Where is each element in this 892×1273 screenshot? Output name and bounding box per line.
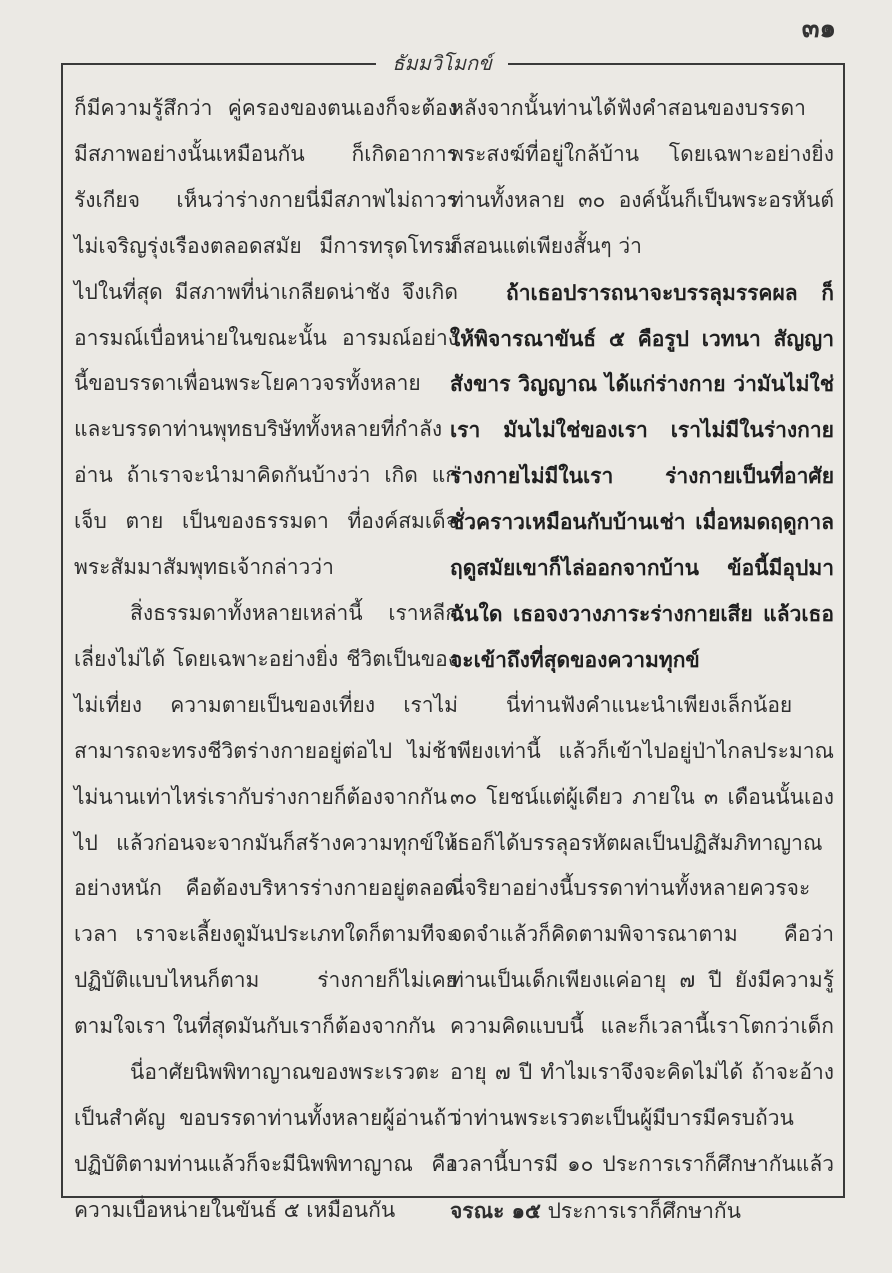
left-paragraph-1: ก็มีความรู้สึกว่า คู่ครองของตนเองก็จะต้องมีสภาพอย่างนั้นเหมือนกัน ก็เกิดอาการรังเกียจ เห็นว่าร่างกายนี่มีสภาพไม่ถาวร ไม่เจริญรุ่งเรืองตลอดสมัย มีการทรุดโทรมไปในที่สุด มีสภาพที่น่าเกลียดน่าชัง จึงเกิดอารมณ์เบื่อหน่ายในขณะนั้น อารมณ์อย่างนี้ขอบรรดาเพื่อนพระโยคาวจรทั้งหลายและบรรดาท่านพุทธบริษัททั้งหลายที่กำลังอ่าน ถ้าเราจะนำมาคิดกันบ้างว่า เกิด แก่ เจ็บ ตาย เป็นของธรรมดา ที่องค์สมเด็จพระสัมมาสัมพุทธเจ้ากล่าวว่า: [74, 96, 458, 580]
closing-emphasis: จรณะ ๑๕: [450, 1197, 541, 1223]
header-title: ธัมมวิโมกข์: [376, 48, 508, 78]
teaching-paragraph: ถ้าเธอปรารถนาจะบรรลุมรรคผล ก็ให้พิจารณาขันธ์ ๕ คือรูป เวทนา สัญญา สังขาร วิญญาณ ได้แก่ร่างกาย ว่ามันไม่ใช่เรา มันไม่ใช่ของเรา เราไม่มีในร่างกาย ร่างกายไม่มีในเรา ร่างกายเป็นที่อาศัยชั่วคราวเหมือนกับบ้านเช่า เมื่อหมดฤดูกาลฤดูสมัยเขาก็ไล่ออกจากบ้าน ข้อนี้มีอุปมาฉันใด เธอจงวางภาระร่างกายเสีย แล้วเธอจะเข้าถึงที่สุดของความทุกข์: [450, 279, 834, 672]
left-column: [74, 86, 458, 1222]
closing-text-after: ประการเราก็ศึกษากัน: [547, 1198, 741, 1223]
closing-text-before: นี่ท่านฟังคำแนะนำเพียงเล็กน้อยเพียงเท่านี้ แล้วก็เข้าไปอยู่ป่าไกลประมาณ ๓๐ โยชน์แต่ผู้เดียว ภายใน ๓ เดือนนั้นเองเธอก็ได้บรรลุอรหัตผลเป็นปฏิสัมภิทาญาณ นี่จริยาอย่างนี้บรรดาท่านทั้งหลายควรจะจดจำแล้วก็คิดตามพิจารณาตาม คือว่าท่านเป็นเด็กเพียงแค่อายุ ๗ ปี ยังมีความรู้ความคิดแบบนี้ และก็เวลานี้เราโตกว่าเด็กอายุ ๗ ปี ทำไมเราจึงจะคิดไม่ได้ ถ้าจะอ้างว่าท่านพระเรวตะเป็นผู้มีบารมีครบถ้วน เวลานี้บารมี ๑๐ ประการเราก็ศึกษากันแล้ว: [450, 692, 834, 1176]
right-closing-paragraph: [450, 683, 834, 1235]
right-column: [450, 86, 834, 1223]
left-paragraph-2: สิ่งธรรมดาทั้งหลายเหล่านี้ เราหลีกเลี่ยงไม่ได้ โดยเฉพาะอย่างยิ่ง ชีวิตเป็นของไม่เที่ยง ความตายเป็นของเที่ยง เราไม่สามารถจะทรงชีวิตร่างกายอยู่ต่อไป ไม่ช้าไม่นานเท่าไหร่เรากับร่างกายก็ต้องจากกันไป แล้วก่อนจะจากมันก็สร้างความทุกข์ให้อย่างหนัก คือต้องบริหารร่างกายอยู่ตลอดเวลา เราจะเลี้ยงดูมันประเภทใดก็ตามทีจะปฏิบัติแบบไหนก็ตาม ร่างกายก็ไม่เคยตามใจเรา ในที่สุดมันกับเราก็ต้องจากกัน: [74, 600, 458, 1039]
left-paragraph-3: นี่อาศัยนิพพิทาญาณของพระเรวตะเป็นสำคัญ ขอบรรดาท่านทั้งหลายผู้อ่านถ้าปฏิบัติตามท่านแล้วก็จะมีนิพพิทาญาณ คือความเบื่อหน่ายในขันธ์ ๕ เหมือนกัน: [74, 1060, 458, 1222]
page-number: ๓๑: [801, 14, 836, 44]
right-intro-paragraph: หลังจากนั้นท่านได้ฟังคำสอนของบรรดาพระสงฆ์ที่อยู่ใกล้บ้าน โดยเฉพาะอย่างยิ่งท่านทั้งหลาย ๓๐ องค์นั้นก็เป็นพระอรหันต์ ก็สอนแต่เพียงสั้นๆ ว่า: [450, 96, 834, 258]
